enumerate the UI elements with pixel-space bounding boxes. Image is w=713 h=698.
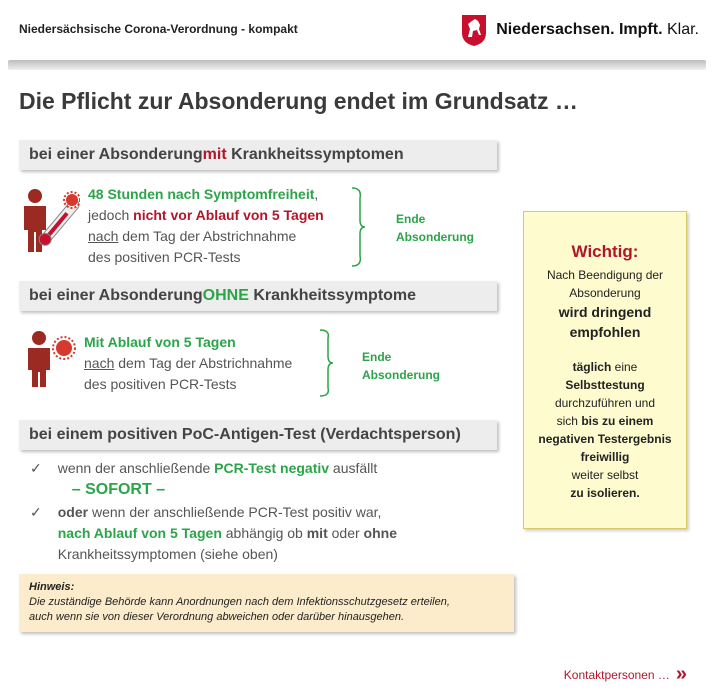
section-symptoms-header: bei einer Absonderung mit Krankheitssymptomen (19, 140, 497, 170)
poc-conditions-list (30, 458, 500, 565)
important-box: Wichtig: Nach Beendigung der Absonderung wird dringend empfohlen täglich eine Selbsttestung durchzuführen und sich bis zu einem negativen Testergebnis freiwillig weiter selbst zu isolieren. (523, 211, 687, 529)
section-no-symptoms-header: bei einer Absonderung OHNE Krankheitssymptome (19, 281, 497, 311)
sick-person-thermometer-icon (18, 188, 80, 254)
list-item: ✓ wenn der anschließende PCR-Test negativ ausfällt – SOFORT – (30, 460, 378, 498)
page-title: Die Pflicht zur Absonderung endet im Grundsatz … (19, 88, 578, 114)
brace-icon (318, 328, 334, 398)
horse-crest-icon (460, 13, 488, 47)
header-title: Niedersächsische Corona-Verordnung - kompakt (19, 22, 298, 36)
symptoms-description: 48 Stunden nach Symptomfreiheit, jedoch nicht vor Ablauf von 5 Tagen nach dem Tag der Abstrichnahme des positiven PCR-Tests (88, 186, 324, 265)
header-divider (8, 60, 706, 70)
no-symptoms-description: Mit Ablauf von 5 Tagen nach dem Tag der Abstrichnahme des positiven PCR-Tests (84, 334, 293, 392)
end-isolation-label-2: Ende Absonderung (362, 350, 440, 382)
section-poc-test-header: bei einem positiven PoC-Antigen-Test (Verdachtsperson) (19, 420, 497, 450)
contact-persons-link[interactable]: Kontaktpersonen … » (563, 663, 687, 685)
notice-box: Hinweis: Die zuständige Behörde kann Anordnungen nach dem Infektionsschutzgesetz erteilen, auch wenn sie von dieser Verordnung abweichen oder darüber hinausgehen. (19, 574, 514, 632)
check-icon: ✓ (30, 504, 42, 520)
brand-wordmark: Niedersachsen. Impft. Klar. (496, 21, 699, 38)
list-item: ✓ oder wenn der anschließende PCR-Test positiv war, nach Ablauf von 5 Tagen abhängig ob mit oder ohne Krankheitssymptomen (siehe oben) (30, 502, 500, 565)
brace-icon (350, 186, 366, 268)
end-isolation-label-1: Ende Absonderung (396, 212, 474, 244)
brand-logo (460, 13, 699, 47)
check-icon: ✓ (30, 460, 42, 476)
double-chevron-right-icon: » (675, 663, 687, 685)
person-virus-icon (22, 330, 78, 388)
